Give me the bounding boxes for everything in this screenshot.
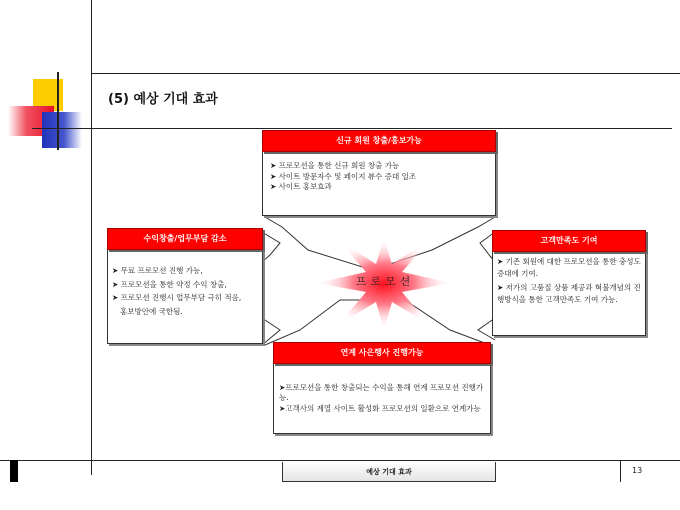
box-right-header: 고객만족도 기여: [492, 230, 646, 252]
list-item: ➤ 프로모션을 통한 약정 수익 창출,: [112, 279, 227, 289]
box-top-header: 신규 회원 창출/홍보가능: [262, 130, 496, 152]
list-item: 홍보방안에 국한됨.: [120, 306, 183, 316]
footer-black-mark: [10, 460, 18, 482]
page-title: (5) 예상 기대 효과: [108, 92, 218, 107]
box-bottom-header: 연계 사은행사 진행가능: [273, 342, 491, 364]
box-top-items: [270, 161, 490, 193]
list-item: ➤프로모션을 통한 창출되는 수익을 통해 연계 프로모션 진행가능.: [279, 383, 484, 402]
list-item: ➤고객사의 계열 사이트 활성화 프로모션의 일환으로 연계가능: [279, 404, 481, 413]
box-bottom-items: [279, 383, 485, 414]
list-item: ➤ 프로모션을 통한 신규 회원 창출 가능: [270, 161, 400, 170]
center-label: 프로모션: [355, 275, 415, 288]
page-number: 13: [632, 466, 643, 475]
list-item: ➤ 기존 회원에 대한 프로모션을 통한 충성도 증대에 기여.: [497, 257, 641, 278]
box-right-items: [497, 256, 645, 306]
list-item: ➤ 사이트 홍보효과: [270, 182, 332, 191]
list-item: ➤ 무료 프로모션 진행 가능,: [112, 266, 203, 275]
list-item: ➤ 사이트 방문자수 및 페이지 뷰수 증대 일조: [270, 171, 417, 181]
box-left-items: [112, 266, 262, 317]
list-item: ➤ 프로모션 진행시 업무부담 극히 적음,: [112, 293, 242, 302]
footer-label: 예상 기대 효과: [366, 468, 412, 476]
box-left-header: 수익창출/업무부담 감소: [107, 228, 263, 250]
list-item: ➤ 저가의 고품질 상품 제공과 혁불개념의 진행방식을 통한 고객만족도 기여 가능.: [497, 283, 641, 304]
